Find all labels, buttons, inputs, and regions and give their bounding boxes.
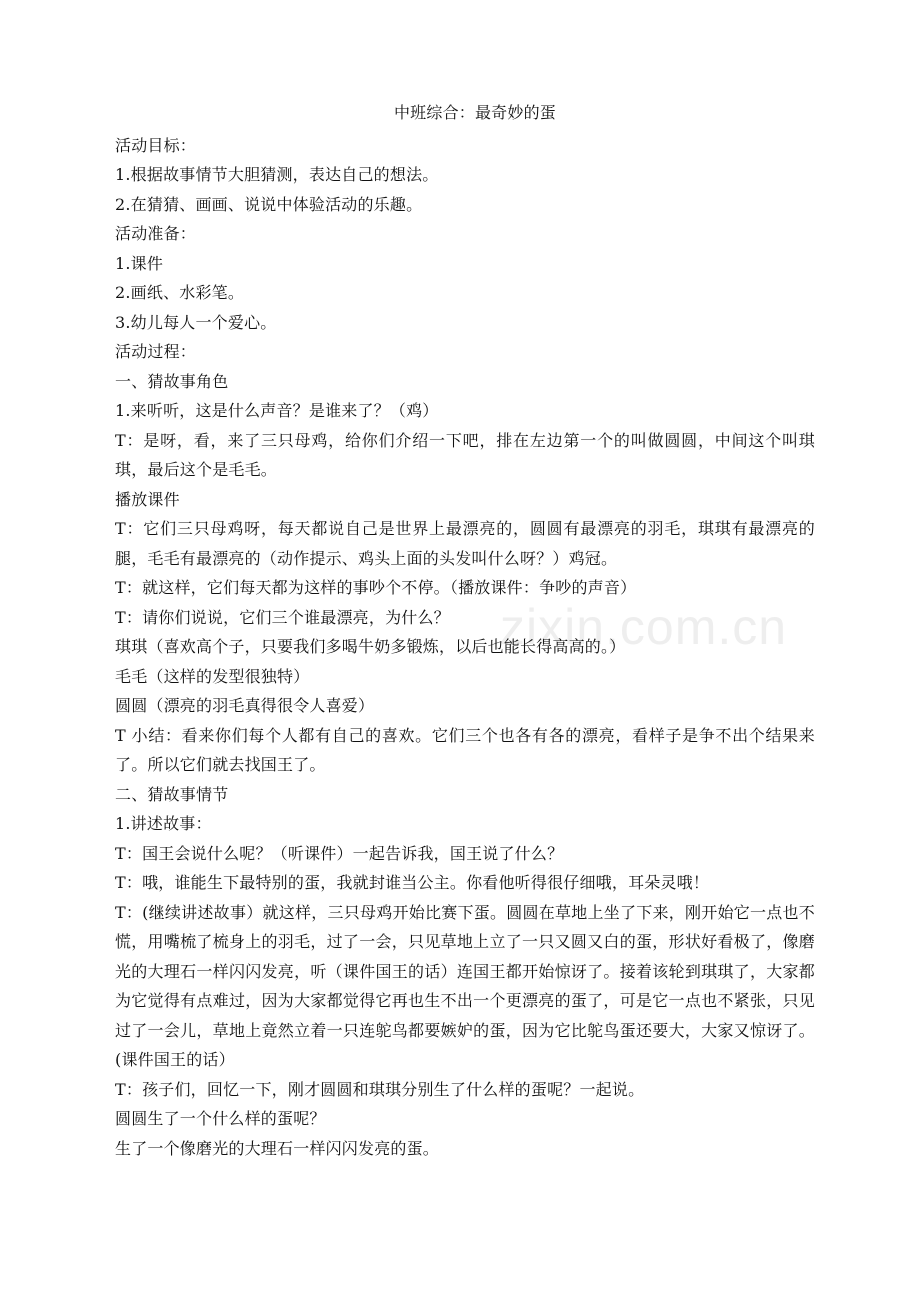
text-line: 琪琪（喜欢高个子，只要我们多喝牛奶多锻炼，以后也能长得高高的。） bbox=[115, 637, 626, 656]
text-line: 播放课件 bbox=[115, 489, 180, 509]
document-title: 中班综合：最奇妙的蛋 bbox=[393, 103, 556, 122]
text-line: 二、猜故事情节 bbox=[115, 784, 229, 804]
text-line: 圆圆（漂亮的羽毛真得很令人喜爱） bbox=[115, 696, 375, 715]
text-line: 1.来听听，这是什么声音？是谁来了？（鸡） bbox=[115, 401, 439, 420]
text-line: T：哦，谁能生下最特别的蛋，我就封谁当公主。你看他听得很仔细哦，耳朵灵哦！ bbox=[115, 873, 710, 892]
text-line: 活动准备： bbox=[115, 224, 197, 243]
text-line: 2.在猜猜、画画、说说中体验活动的乐趣。 bbox=[115, 194, 423, 214]
text-line: 1.课件 bbox=[115, 253, 164, 273]
text-line: 生了一个像磨光的大理石一样闪闪发亮的蛋。 bbox=[115, 1138, 440, 1158]
text-line: T：是呀，看，来了三只母鸡，给你们介绍一下吧，排在左边第一个的叫做圆圆，中间这个叫琪琪，最后这个是毛毛。 bbox=[115, 430, 815, 479]
text-line: T：就这样，它们每天都为这样的事吵个不停。（播放课件：争吵的声音） bbox=[115, 578, 637, 597]
text-line: T 小结：看来你们每个人都有自己的喜欢。它们三个也各有各的漂亮，看样子是争不出个结果来了。所以它们就去找国王了。 bbox=[115, 725, 815, 774]
text-line: 一、猜故事角色 bbox=[115, 371, 229, 391]
watermark: zixin.com.cn bbox=[500, 599, 788, 655]
text-line: T：国王会说什么呢？（听课件）一起告诉我，国王说了什么？ bbox=[115, 843, 564, 863]
text-line: T：(继续讲述故事）就这样，三只母鸡开始比赛下蛋。圆圆在草地上坐了下来，刚开始它一点也不慌，用嘴梳了梳身上的羽毛，过了一会，只见草地上立了一只又圆又白的蛋，形状好看极了，像磨光的大理石一样闪闪发亮，听（课件国王的话）连国王都开始惊讶了。接着该轮到琪琪了，大家都为它觉得有点难过，因为大家都觉得它再也生不出一个更漂亮的蛋了，可是它一点也不紧张，只见过了一会儿，草地上竟然立着一只连鸵鸟都要嫉妒的蛋，因为它比鸵鸟蛋还要大，大家又惊讶了。(课件国王的话） bbox=[115, 902, 815, 1069]
text-line: 1.讲述故事： bbox=[115, 814, 212, 833]
text-line: 3.幼儿每人一个爱心。 bbox=[115, 312, 277, 332]
text-line: 活动过程： bbox=[115, 342, 197, 361]
document-page bbox=[115, 98, 815, 1163]
text-line: 活动目标： bbox=[115, 135, 197, 155]
text-line: 毛毛（这样的发型很独特） bbox=[115, 666, 310, 686]
text-line: T：它们三只母鸡呀，每天都说自己是世界上最漂亮的，圆圆有最漂亮的羽毛，琪琪有最漂亮的腿，毛毛有最漂亮的（动作提示、鸡头上面的头发叫什么呀？）鸡冠。 bbox=[115, 519, 815, 568]
text-line: T：孩子们，回忆一下，刚才圆圆和琪琪分别生了什么样的蛋呢？一起说。 bbox=[115, 1079, 645, 1099]
text-line: T：请你们说说，它们三个谁最漂亮，为什么？ bbox=[115, 607, 450, 627]
text-line: 2.画纸、水彩笔。 bbox=[115, 283, 245, 302]
text-line: 1.根据故事情节大胆猜测，表达自己的想法。 bbox=[115, 165, 439, 184]
text-line: 圆圆生了一个什么样的蛋呢？ bbox=[115, 1109, 326, 1128]
